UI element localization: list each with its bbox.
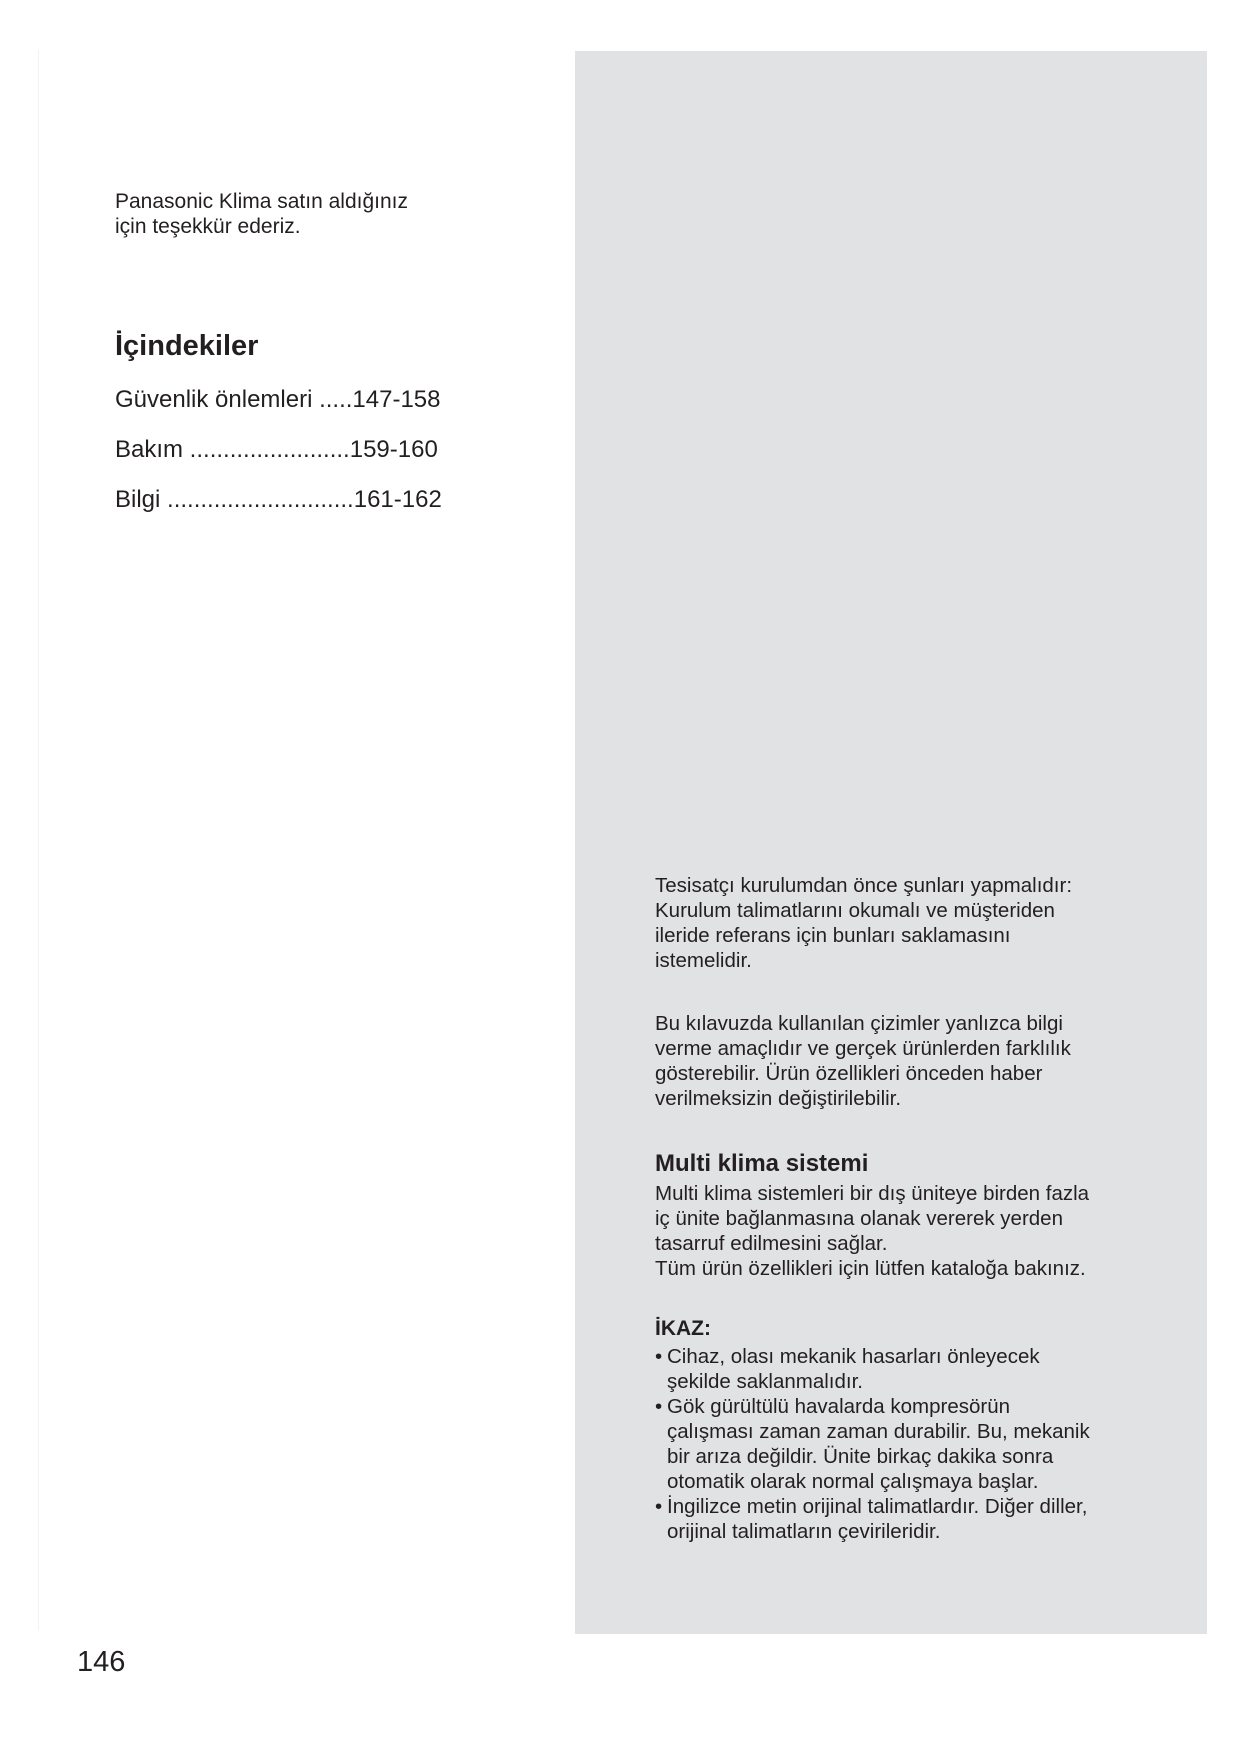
- text-line: istemelidir.: [655, 949, 752, 972]
- text-line: çalışması zaman zaman durabilir. Bu, mekanik: [667, 1420, 1090, 1443]
- bullet-icon: •: [655, 1495, 663, 1518]
- text-line: bir arıza değildir. Ünite birkaç dakika sonra: [667, 1445, 1054, 1468]
- text-line: verme amaçlıdır ve gerçek ürünlerden farklılık: [655, 1037, 1071, 1060]
- warning-list: [655, 1344, 1155, 1544]
- text-line: Cihaz, olası mekanik hasarları önleyecek: [667, 1345, 1040, 1368]
- text-line: tasarruf edilmesini sağlar.: [655, 1232, 888, 1255]
- bullet-icon: •: [655, 1345, 663, 1368]
- toc-entry-maintenance: Bakım ........................159-160: [115, 436, 438, 463]
- text-line: gösterebilir. Ürün özellikleri önceden haber: [655, 1062, 1043, 1085]
- drawings-note: [655, 1011, 1155, 1111]
- toc-list: [115, 385, 442, 535]
- text-line: Gök gürültülü havalarda kompresörün: [667, 1395, 1010, 1418]
- text-line: orijinal talimatların çevirileridir.: [667, 1520, 941, 1543]
- text-line: Tüm ürün özellikleri için lütfen kataloğa bakınız.: [655, 1257, 1086, 1280]
- multi-system-title: Multi klima sistemi: [655, 1150, 869, 1177]
- text-line: ileride referans için bunları saklamasını: [655, 924, 1011, 947]
- panel-text: [655, 873, 1155, 1544]
- warning-item: [655, 1494, 1155, 1544]
- text-line: Bu kılavuzda kullanılan çizimler yanlızca bilgi: [655, 1012, 1063, 1035]
- text-line: verilmeksizin değiştirilebilir.: [655, 1087, 902, 1110]
- text-line: Kurulum talimatlarını okumalı ve müşteriden: [655, 899, 1055, 922]
- bullet-icon: •: [655, 1395, 663, 1418]
- text-line: iç ünite bağlanmasına olanak vererek yerden: [655, 1207, 1063, 1230]
- text-line: Tesisatçı kurulumdan önce şunları yapmalıdır:: [655, 874, 1073, 897]
- toc-entry-safety: Güvenlik önlemleri .....147-158: [115, 386, 441, 413]
- multi-system-text: [655, 1181, 1155, 1281]
- text-line: otomatik olarak normal çalışmaya başlar.: [667, 1470, 1039, 1493]
- warning-item: [655, 1394, 1155, 1494]
- intro-line: için teşekkür ederiz.: [115, 215, 301, 238]
- text-line: İngilizce metin orijinal talimatlardır. Diğer diller,: [667, 1495, 1088, 1518]
- intro-line: Panasonic Klima satın aldığınız: [115, 190, 408, 213]
- toc-title: İçindekiler: [115, 330, 259, 362]
- page-edge-line: [38, 50, 39, 1630]
- warning-item: [655, 1344, 1155, 1394]
- intro-thanks: [115, 189, 545, 239]
- warning-title: İKAZ:: [655, 1317, 711, 1340]
- text-line: Multi klima sistemleri bir dış üniteye birden fazla: [655, 1182, 1090, 1205]
- text-line: şekilde saklanmalıdır.: [667, 1370, 863, 1393]
- toc-entry-info: Bilgi ............................161-162: [115, 486, 442, 513]
- page-number: 146: [77, 1646, 126, 1678]
- installer-note: [655, 873, 1155, 973]
